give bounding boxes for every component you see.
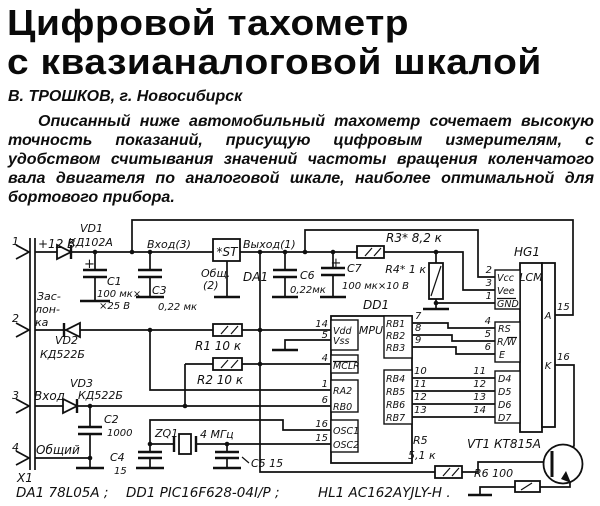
hg1-pin-d4: D4 bbox=[498, 374, 512, 385]
c4-value: 15 bbox=[114, 466, 127, 477]
dd1-pin-rb1-number: 7 bbox=[415, 311, 422, 322]
c7-polarity: + bbox=[330, 256, 342, 271]
dd1-pin-rb5-number: 11 bbox=[414, 379, 427, 390]
r1-label: R1 10 к bbox=[195, 339, 242, 353]
tachometer-circuit-schematic bbox=[0, 210, 600, 506]
hg1-pin-d5-number: 12 bbox=[473, 379, 486, 390]
caption-hl1: HL1 AC162AYJLY-H . bbox=[318, 485, 451, 501]
dd1-pin-osc2-number: 15 bbox=[315, 433, 328, 444]
caption-da1: DA1 78L05A ; bbox=[16, 485, 109, 501]
c4-ref: C4 bbox=[110, 451, 125, 464]
x1-pin2-label-1: Зас- bbox=[37, 290, 61, 303]
ground-symbols bbox=[76, 297, 492, 495]
hg1-pin-d4-number: 11 bbox=[473, 366, 486, 377]
dd1-pin-rb6-number: 12 bbox=[414, 392, 427, 403]
c5-leader-line bbox=[242, 457, 249, 463]
x1-pin2-label-3: ка bbox=[35, 316, 49, 329]
dd1-pin-vss: Vss bbox=[333, 336, 350, 347]
r5-resistor-body bbox=[435, 466, 462, 478]
c2-ref: C2 bbox=[104, 413, 119, 426]
vd2-ref: VD2 bbox=[55, 334, 78, 347]
vd2-type: КД522Б bbox=[40, 348, 85, 361]
x1-pin1-label: +12 В bbox=[38, 237, 76, 251]
dd1-pin-ra2: RA2 bbox=[333, 386, 353, 397]
dd1-pin-rb5: RB5 bbox=[386, 387, 406, 398]
dd1-ref: DD1 bbox=[363, 298, 390, 312]
r5-ref: R5 bbox=[413, 434, 428, 447]
dd1-pin-rb2: RB2 bbox=[386, 331, 406, 342]
dd1-pin-rb7: RB7 bbox=[386, 413, 406, 424]
r3-label: R3* 8,2 к bbox=[386, 231, 442, 245]
c7-value: 100 мк×10 В bbox=[342, 281, 409, 292]
article-lead-paragraph: Описанный ниже автомобильный тахометр сочетает высокую точность показаний, присущую цифровым измерителям, с удобством считывания значений частоты вращения коленчатого вала двигателя по аналоговой шкале, наиболее оптимальной для бортового прибора. bbox=[8, 113, 594, 206]
hg1-core-label: LCM bbox=[519, 271, 543, 284]
hg1-backlight-column bbox=[542, 263, 555, 427]
hg1-pin-gnd: GND bbox=[497, 299, 519, 310]
vd3-type: КД522Б bbox=[78, 389, 123, 402]
hg1-pin-a-number: 15 bbox=[557, 302, 570, 313]
r4-label: R4* 1 к bbox=[385, 263, 426, 276]
c5-label: C5 15 bbox=[251, 457, 284, 470]
dd1-pin-rb0: RB0 bbox=[333, 402, 353, 413]
dd1-core-label: MPU bbox=[358, 324, 384, 337]
hg1-pin-vee-number: 3 bbox=[485, 278, 492, 289]
x1-pin4-label: Общий bbox=[36, 443, 80, 457]
dd1-pin-rb2-number: 8 bbox=[415, 323, 422, 334]
hg1-pin-rw-number: 5 bbox=[484, 329, 491, 340]
caption-dd1: DD1 PIC16F628-04I/P ; bbox=[126, 485, 280, 501]
dd1-pin-osc1: OSC1 bbox=[333, 426, 360, 437]
hg1-pin-k-number: 16 bbox=[557, 352, 570, 363]
r5-value: 5,1 к bbox=[408, 449, 436, 462]
da1-input-label: Вход(3) bbox=[147, 238, 191, 251]
hg1-pin-d6-number: 13 bbox=[473, 392, 486, 403]
hg1-pin-vcc-number: 2 bbox=[485, 265, 492, 276]
dd1-pin-rb4-number: 10 bbox=[414, 366, 427, 377]
hg1-pin-e-number: 6 bbox=[484, 342, 491, 353]
dd1-pin-rb3-number: 9 bbox=[415, 335, 422, 346]
vd1-ref: VD1 bbox=[80, 222, 103, 235]
dd1-pin-osc2: OSC2 bbox=[333, 440, 360, 451]
c1-polarity: + bbox=[84, 257, 95, 272]
r2-label: R2 10 к bbox=[197, 373, 244, 387]
da1-output-label: Выход(1) bbox=[243, 238, 296, 251]
x1-pin4-number: 4 bbox=[12, 441, 19, 454]
hg1-lcm-body bbox=[520, 263, 542, 432]
dd1-pin-osc1-number: 16 bbox=[315, 419, 328, 430]
da1-common-pin: (2) bbox=[203, 279, 219, 292]
article-title-line2: с квазианалоговой шкалой bbox=[7, 41, 542, 82]
dd1-pin-rb1: RB1 bbox=[386, 319, 406, 330]
dd1-pin-vdd: Vdd bbox=[333, 326, 352, 337]
vd1-type: КД102А bbox=[68, 236, 113, 249]
hg1-pin-d6: D6 bbox=[498, 400, 512, 411]
dd1-pin-rb4: RB4 bbox=[386, 374, 406, 385]
dd1-pin-ra2-number: 1 bbox=[321, 379, 328, 390]
c3-value: 0,22 мк bbox=[158, 302, 198, 313]
hg1-pin-d7-number: 14 bbox=[473, 405, 486, 416]
hg1-pin-k: K bbox=[544, 361, 552, 372]
dd1-pin-rb6: RB6 bbox=[386, 400, 406, 411]
hg1-pin-d7: D7 bbox=[498, 413, 512, 424]
article-author: В. ТРОШКОВ, г. Новосибирск bbox=[8, 88, 243, 105]
x1-pin3-number: 3 bbox=[12, 389, 19, 402]
article-title-line1: Цифровой тахометр bbox=[7, 2, 410, 43]
vd3-diode-symbol bbox=[63, 399, 77, 413]
vd3-ref: VD3 bbox=[70, 377, 93, 390]
hg1-pin-rw: R/W bbox=[497, 337, 517, 348]
dd1-pin-vss-number: 5 bbox=[321, 330, 328, 341]
vt1-label: VT1 КТ815А bbox=[467, 437, 541, 451]
c7-ref: C7 bbox=[347, 262, 362, 275]
dd1-pin-vdd-number: 14 bbox=[315, 319, 328, 330]
hg1-pin-rs-number: 4 bbox=[484, 316, 491, 327]
hg1-ref: HG1 bbox=[514, 245, 540, 259]
hg1-pin-rs: RS bbox=[498, 324, 511, 335]
x1-ref: X1 bbox=[17, 471, 33, 485]
c1-value-2: ×25 В bbox=[99, 301, 131, 312]
da1-chip-marking: *ST bbox=[216, 245, 238, 259]
r6-label: R6 100 bbox=[474, 467, 514, 480]
c3-ref: C3 bbox=[152, 284, 167, 297]
zq1-value: 4 МГц bbox=[200, 428, 234, 441]
da1-common-label: Общ. bbox=[201, 267, 231, 280]
c6-ref: C6 bbox=[300, 269, 315, 282]
c6-value: 0,22мк bbox=[290, 285, 326, 296]
x1-pin2-number: 2 bbox=[12, 312, 19, 325]
hg1-pin-d5: D5 bbox=[498, 387, 512, 398]
c2-value: 1000 bbox=[107, 428, 133, 439]
da1-ref: DA1 bbox=[243, 270, 269, 284]
dd1-pin-rb3: RB3 bbox=[386, 343, 406, 354]
schematic-wires bbox=[16, 220, 574, 494]
c1-ref: C1 bbox=[107, 275, 122, 288]
hg1-pin-vee: Vee bbox=[497, 286, 515, 297]
zq1-ref: ZQ1 bbox=[155, 427, 179, 440]
r3-resistor-body bbox=[357, 246, 384, 258]
x1-pin3-label: Вход bbox=[34, 389, 65, 403]
hg1-pin-vcc: Vcc bbox=[497, 273, 514, 284]
x1-pin2-label-2: лон- bbox=[35, 303, 60, 316]
hg1-pin-a: A bbox=[544, 311, 552, 322]
dd1-pin-rb0-number: 6 bbox=[321, 395, 328, 406]
hg1-pin-gnd-number: 1 bbox=[485, 291, 492, 302]
dd1-pin-mclr: MCLR bbox=[333, 361, 360, 372]
c1-value-1: 100 мк× bbox=[97, 289, 142, 300]
zq1-crystal-body bbox=[179, 434, 191, 454]
hg1-pin-e: E bbox=[499, 350, 506, 361]
dd1-pin-rb7-number: 13 bbox=[414, 405, 427, 416]
dd1-pin-mclr-number: 4 bbox=[321, 353, 328, 364]
x1-pin1-number: 1 bbox=[12, 235, 19, 248]
